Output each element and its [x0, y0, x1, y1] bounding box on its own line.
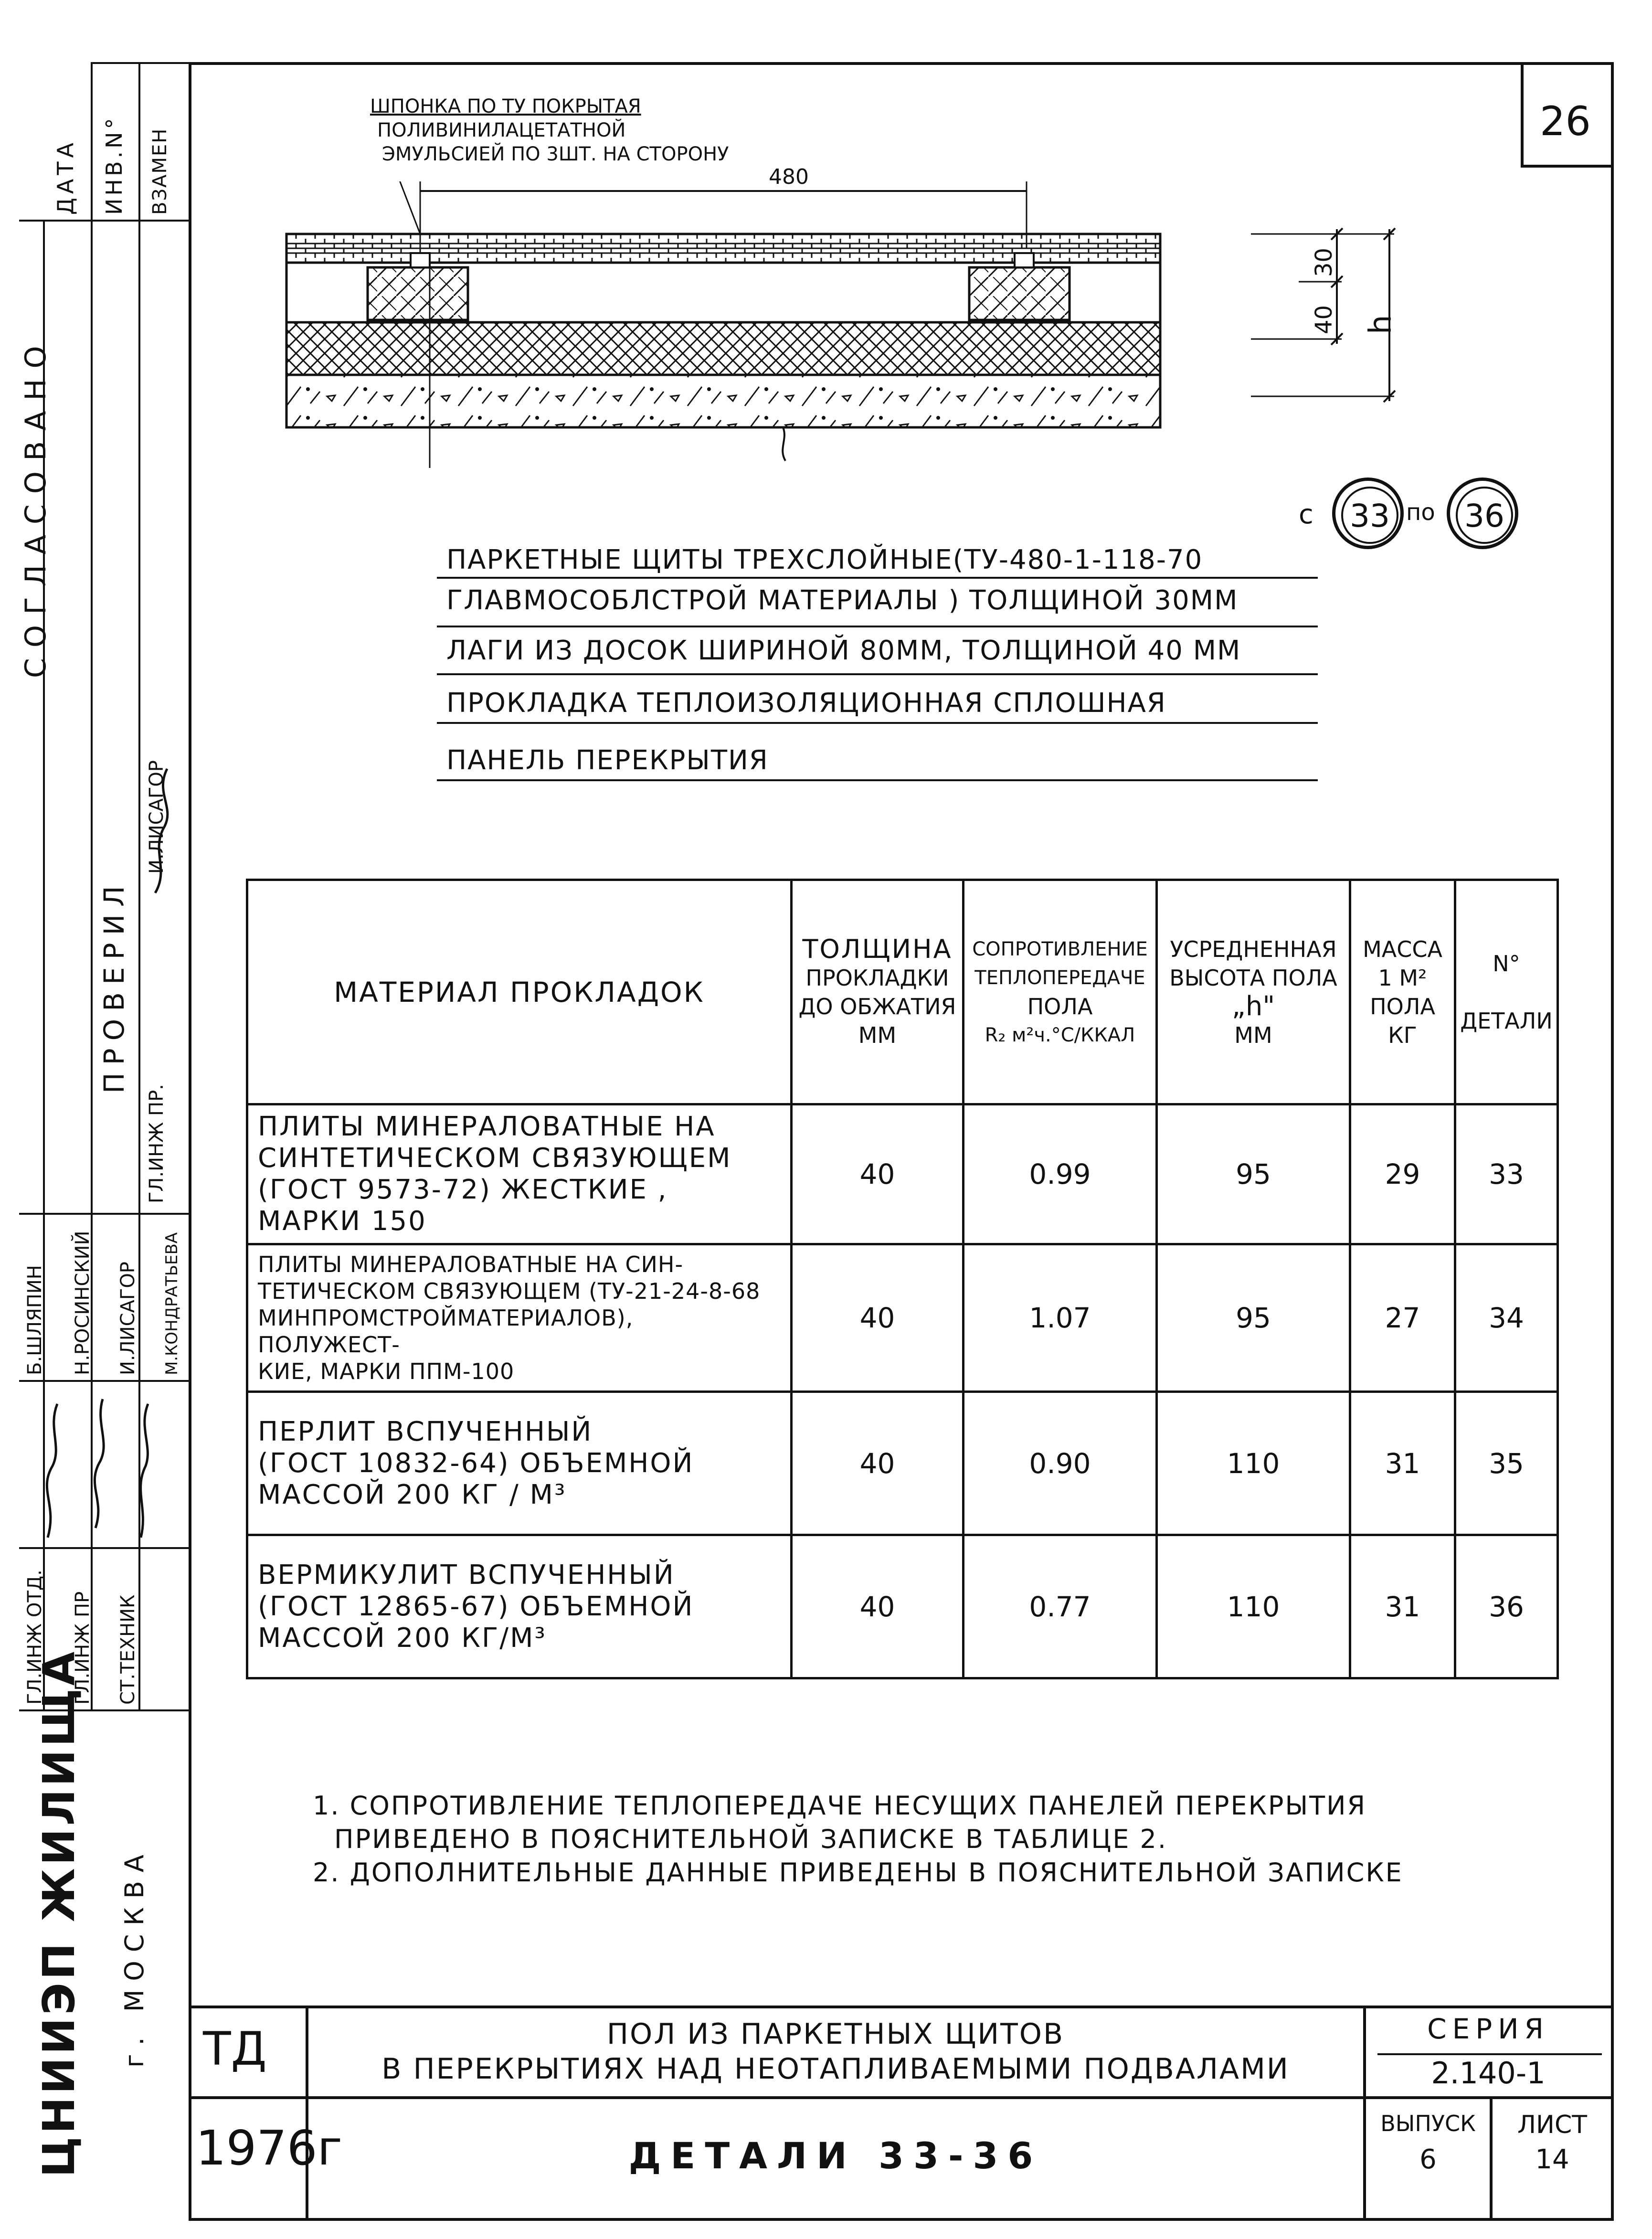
- layer-underline-4: [437, 722, 1318, 724]
- header-detail: [1455, 880, 1558, 1104]
- title-block-mid: [189, 2096, 1614, 2099]
- table-row: [247, 1535, 1558, 1678]
- row-2-mass: 27: [1350, 1244, 1455, 1392]
- dim-30: 30: [1311, 247, 1337, 277]
- title-block-v1: [306, 2006, 308, 2220]
- layer-underline-2: [437, 626, 1318, 627]
- layer-label-2: ГЛАВМОСОБЛСТРОЙ МАТЕРИАЛЫ ) ТОЛЩИНОЙ 30ММ: [446, 585, 1239, 616]
- signature-checked-graphic: [141, 764, 189, 898]
- row-3-detail: 35: [1455, 1392, 1558, 1535]
- sheet-number-box-bottom: [1521, 165, 1614, 168]
- header-detail-1: N°: [1493, 950, 1520, 976]
- stamp-sep-2: [19, 1213, 191, 1215]
- row-3-thickness: 40: [792, 1392, 964, 1535]
- note-1-cont: ПРИВЕДЕНО В ПОЯСНИТЕЛЬНОЙ ЗАПИСКЕ В ТАБЛИЦЕ 2.: [334, 1824, 1168, 1854]
- row-4-thickness: 40: [792, 1535, 964, 1678]
- issue-label: ВЫПУСК: [1380, 2111, 1476, 2136]
- row-4-resistance: 0.77: [964, 1535, 1157, 1678]
- key-label-2: ПОЛИВИНИЛАЦЕТАТНОЙ: [377, 119, 626, 141]
- frame-left: [189, 62, 191, 2220]
- range-to-circle: [1447, 478, 1518, 549]
- header-thickness: [792, 880, 964, 1104]
- header-thickness-1: ТОЛЩИНА: [802, 934, 953, 964]
- issue-value: 6: [1419, 2144, 1437, 2175]
- sheet-number: 26: [1540, 98, 1591, 145]
- dim-40: 40: [1311, 305, 1337, 334]
- header-resistance-3: ПОЛА: [1027, 993, 1093, 1019]
- row-3-material: ПЕРЛИТ ВСПУЧЕННЫЙ (ГОСТ 10832-64) ОБЪЕМНОЙ МАССОЙ 200 КГ / М³: [247, 1392, 792, 1535]
- note-1: 1. СОПРОТИВЛЕНИЕ ТЕПЛОПЕРЕДАЧЕ НЕСУЩИХ ПАНЕЛЕЙ ПЕРЕКРЫТИЯ: [313, 1791, 1367, 1821]
- stamp-role-1: ГЛ.ИНЖ ОТД.: [24, 1570, 46, 1705]
- org-name: ЦНИИЭП ЖИЛИЩА: [33, 1648, 85, 2177]
- row-4-detail: 36: [1455, 1535, 1558, 1678]
- row-1-thickness: 40: [792, 1104, 964, 1244]
- title-line-1: ПОЛ ИЗ ПАРКЕТНЫХ ЩИТОВ: [606, 2017, 1065, 2051]
- title-line-2: В ПЕРЕКРЫТИЯХ НАД НЕОТАПЛИВАЕМЫМИ ПОДВАЛАМИ: [381, 2052, 1290, 2086]
- stamp-date-label: ДАТА: [53, 139, 78, 215]
- layer-label-3: ЛАГИ ИЗ ДОСОК ШИРИНОЙ 80ММ, ТОЛЩИНОЙ 40 ММ: [446, 635, 1241, 666]
- row-4-material: ВЕРМИКУЛИТ ВСПУЧЕННЫЙ (ГОСТ 12865-67) ОБЪЕМНОЙ МАССОЙ 200 КГ/М³: [247, 1535, 792, 1678]
- range-from-prefix: с: [1299, 499, 1313, 530]
- row-3-resistance: 0.90: [964, 1392, 1157, 1535]
- row-2-thickness: 40: [792, 1244, 964, 1392]
- stamp-checked-name: И.ЛИСАГОР: [146, 760, 168, 874]
- header-height-4: ММ: [1234, 1022, 1272, 1048]
- header-mass: [1350, 880, 1455, 1104]
- frame-bottom: [189, 2218, 1614, 2221]
- row-3-mass: 31: [1350, 1392, 1455, 1535]
- stamp-name-2: Н.РОСИНСКИЙ: [72, 1231, 94, 1375]
- series-underline: [1377, 2053, 1602, 2055]
- row-2-material: ПЛИТЫ МИНЕРАЛОВАТНЫЕ НА СИН- ТЕТИЧЕСКОМ СВЯЗУЮЩЕМ (ТУ-21-24-8-68 МИНПРОМСТРОЙМАТЕРИАЛОВ), ПОЛУЖЕСТ- КИЕ, МАРКИ ППМ-100: [247, 1244, 792, 1392]
- header-resistance: [964, 880, 1157, 1104]
- header-thickness-2: ПРОКЛАДКИ: [805, 965, 949, 991]
- stamp-top-line: [91, 62, 191, 64]
- header-thickness-3: ДО ОБЖАТИЯ: [798, 993, 956, 1019]
- stamp-name-3: И.ЛИСАГОР: [117, 1262, 139, 1375]
- row-4-mass: 31: [1350, 1535, 1455, 1678]
- stamp-agreed-label: СОГЛАСОВАНО: [19, 335, 53, 678]
- stamp-checked-label: ПРОВЕРИЛ: [98, 878, 130, 1093]
- header-resistance-1: СОПРОТИВЛЕНИЕ: [972, 938, 1148, 960]
- title-year: 1976г: [196, 2120, 343, 2176]
- header-resistance-4: R₂ м²ч.°С/ККАЛ: [985, 1024, 1135, 1046]
- table-row: [247, 1244, 1558, 1392]
- range-from-circle: [1332, 478, 1404, 549]
- stamp-sep-3: [19, 1380, 191, 1382]
- dim-h: h: [1363, 315, 1398, 334]
- stamp-sep-4: [19, 1547, 191, 1549]
- row-3-height: 110: [1157, 1392, 1350, 1535]
- layer-underline-3: [437, 673, 1318, 675]
- org-city: г. МОСКВА: [119, 1846, 149, 2068]
- table-row: [247, 1104, 1558, 1244]
- title-block-v2: [1363, 2006, 1366, 2220]
- header-detail-2: ДЕТАЛИ: [1460, 1008, 1553, 1034]
- row-1-mass: 29: [1350, 1104, 1455, 1244]
- row-1-height: 95: [1157, 1104, 1350, 1244]
- range-mid-label: по: [1406, 499, 1435, 526]
- frame-top: [189, 62, 1614, 65]
- stamp-inv-label: ИНВ.N°: [101, 115, 127, 215]
- header-height: [1157, 880, 1350, 1104]
- table-row: [247, 1392, 1558, 1535]
- materials-table: [246, 879, 1559, 1679]
- title-block-top: [189, 2006, 1614, 2008]
- row-2-detail: 34: [1455, 1244, 1558, 1392]
- stamp-checked-role: ГЛ.ИНЖ ПР.: [146, 1084, 168, 1203]
- row-2-height: 95: [1157, 1244, 1350, 1392]
- header-mass-2: 1 М²: [1378, 965, 1427, 991]
- header-mass-4: КГ: [1388, 1022, 1417, 1048]
- span-dimension: 480: [769, 165, 809, 189]
- layer-underline-5: [437, 779, 1318, 781]
- header-mass-3: ПОЛА: [1370, 993, 1435, 1019]
- table-header-row: [247, 880, 1558, 1104]
- stamp-name-4: М.КОНДРАТЬЕВА: [162, 1232, 181, 1375]
- header-thickness-4: ММ: [858, 1022, 897, 1048]
- range-to-value: 36: [1464, 498, 1504, 534]
- title-subtitle: ДЕТАЛИ 33-36: [628, 2134, 1043, 2177]
- stamp-role-2: ГЛ.ИНЖ ПР: [72, 1591, 94, 1705]
- floor-section-drawing: [282, 181, 1170, 468]
- header-resistance-2: ТЕПЛОПЕРЕДАЧЕ: [974, 966, 1145, 989]
- sheet-value: 14: [1535, 2144, 1569, 2175]
- frame-right: [1611, 62, 1614, 2220]
- sheet-label: ЛИСТ: [1517, 2111, 1588, 2139]
- note-2: 2. ДОПОЛНИТЕЛЬНЫЕ ДАННЫЕ ПРИВЕДЕНЫ В ПОЯСНИТЕЛЬНОЙ ЗАПИСКЕ: [313, 1857, 1403, 1888]
- signatures-graphic: [19, 1385, 191, 1547]
- header-mass-1: МАССА: [1363, 936, 1442, 962]
- row-4-height: 110: [1157, 1535, 1350, 1678]
- key-label-1: ШПОНКА ПО ТУ ПОКРЫТАЯ: [370, 96, 641, 117]
- row-1-detail: 33: [1455, 1104, 1558, 1244]
- row-2-resistance: 1.07: [964, 1244, 1157, 1392]
- header-height-1: УСРЕДНЕННАЯ: [1170, 936, 1337, 962]
- series-value: 2.140-1: [1431, 2056, 1546, 2090]
- title-td: ТД: [203, 2022, 267, 2076]
- header-height-2: ВЫСОТА ПОЛА: [1169, 965, 1337, 991]
- header-material: МАТЕРИАЛ ПРОКЛАДОК: [247, 880, 792, 1104]
- range-from-value: 33: [1350, 498, 1390, 534]
- layer-label-5: ПАНЕЛЬ ПЕРЕКРЫТИЯ: [446, 745, 769, 776]
- layer-label-1: ПАРКЕТНЫЕ ЩИТЫ ТРЕХСЛОЙНЫЕ(ТУ-480-1-118-70: [446, 544, 1203, 575]
- series-label: СЕРИЯ: [1427, 2013, 1549, 2045]
- key-label-3: ЭМУЛЬСИЕЙ ПО 3ШТ. НА СТОРОНУ: [382, 143, 729, 165]
- stamp-role-3: СТ.ТЕХНИК: [117, 1594, 139, 1705]
- header-height-3: „h": [1231, 990, 1275, 1022]
- layer-underline-1: [437, 577, 1318, 579]
- sheet-number-box-left: [1521, 62, 1524, 167]
- stamp-replace-label: ВЗАМЕН: [149, 127, 171, 215]
- row-1-material: ПЛИТЫ МИНЕРАЛОВАТНЫЕ НА СИНТЕТИЧЕСКОМ СВЯЗУЮЩЕМ (ГОСТ 9573-72) ЖЕСТКИЕ , МАРКИ 150: [247, 1104, 792, 1244]
- row-1-resistance: 0.99: [964, 1104, 1157, 1244]
- stamp-sep-1: [19, 220, 191, 222]
- stamp-name-1: Б.ШЛЯПИН: [24, 1265, 46, 1375]
- layer-label-4: ПРОКЛАДКА ТЕПЛОИЗОЛЯЦИОННАЯ СПЛОШНАЯ: [446, 688, 1166, 719]
